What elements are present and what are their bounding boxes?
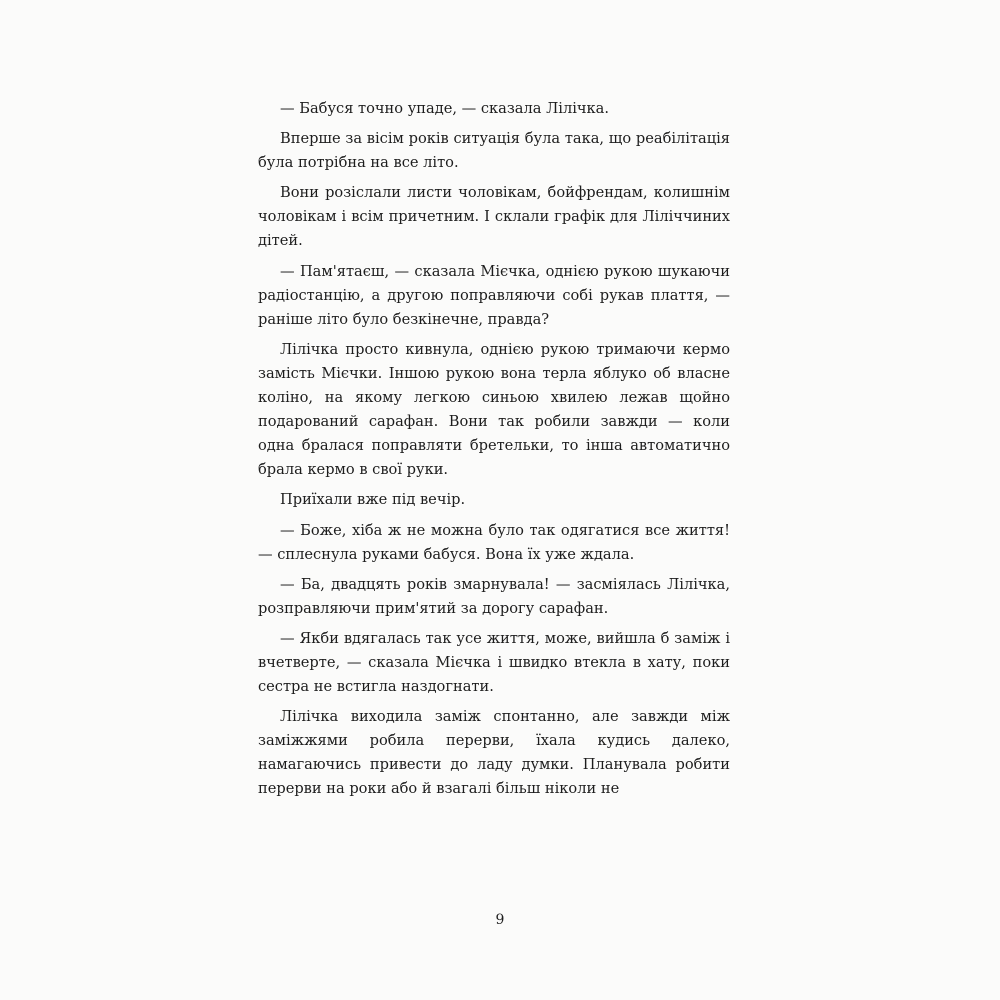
- paragraph: Лілічка просто кивнула, однією рукою тримаючи кермо замість Мієчки. Іншою рукою вона терла яблуко об власне коліно, на якому легкою синьою хвилею лежав щойно подарований сарафан. Вони так робили завжди — коли одна бралася поправляти бретельки, то інша автоматично брала кермо в свої руки.: [258, 340, 730, 479]
- paragraph: Приїхали вже під вечір.: [280, 491, 466, 509]
- paragraph: Вперше за вісім років ситуація була така, що реабілітація була потрібна на все літо.: [258, 130, 730, 172]
- paragraph: Вони розіслали листи чоловікам, бойфрендам, колишнім чоловікам і всім причетним. І склали графік для Ліліччиних дітей.: [258, 184, 730, 250]
- paragraph: — Бабуся точно упаде, — сказала Лілічка.: [280, 100, 610, 117]
- paragraph: — Боже, хіба ж не можна було так одягатися все життя! — сплеснула руками бабуся. Вона їх уже ждала.: [258, 521, 730, 563]
- body-text: [258, 97, 730, 808]
- paragraph: — Пам'ятаєш, — сказала Мієчка, однією рукою шукаючи радіостанцію, а другою поправляючи собі рукав плаття, — раніше літо було безкінечне, правда?: [258, 262, 730, 328]
- page-number: 9: [495, 912, 505, 928]
- paragraph: — Ба, двадцять років змарнувала! — засміялась Лілічка, розправляючи прим'ятий за дорогу сарафан.: [258, 575, 730, 617]
- paragraph: Лілічка виходила заміж спонтанно, але завжди між заміжжями робила перерви, їхала кудись далеко, намагаючись привести до ладу думки. Планувала робити перерви на роки або й взагалі більш ніколи не: [258, 708, 730, 798]
- paragraph: — Якби вдягалась так усе життя, може, вийшла б заміж і вчетверте, — сказала Мієчка і швидко втекла в хату, поки сестра не встигла наздогнати.: [258, 629, 730, 696]
